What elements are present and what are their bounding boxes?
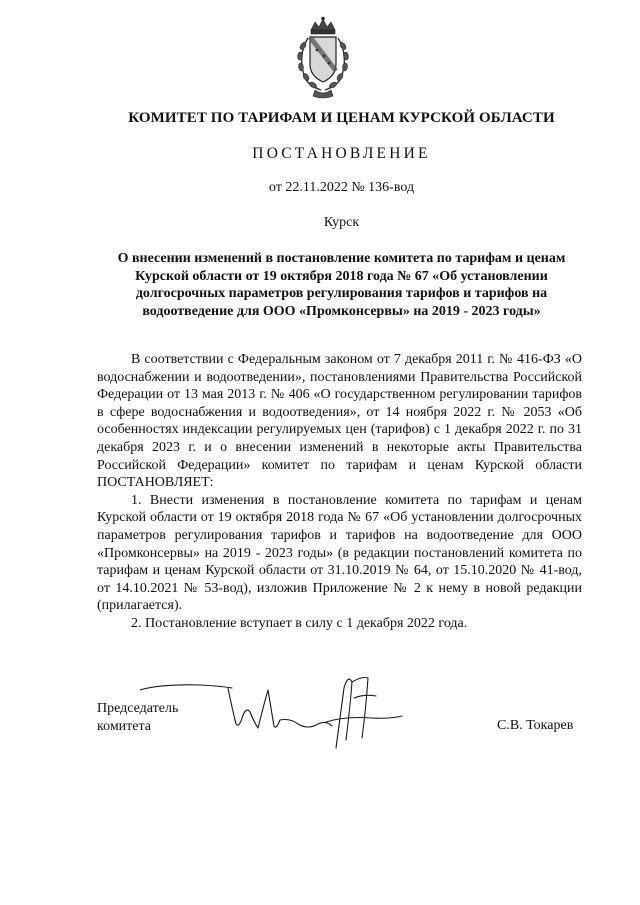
body-paragraph-item-1: 1. Внести изменения в постановление комитета по тарифам и ценам Курской области от 19 октября 2018 года № 67 «Об установлении долгосрочных параметров регулирования тарифов и тарифов на водоотведение для ООО «Промконсервы» на 2019 - 2023 годы» (в редакции постановлений комитета по тарифам и ценам Курской области от 31.10.2019 № 64, от 15.10.2020 № 41-вод, от 14.10.2021 № 53-вод), изложив Приложение № 2 к нему в новой редакции (прилагается). — [97, 492, 582, 614]
document-date-number: от 22.11.2022 № 136-вод — [268, 180, 415, 195]
signatory-title-line-2: комитета — [97, 718, 152, 734]
body-paragraph-item-2: 2. Постановление вступает в силу с 1 декабря 2022 года. — [131, 615, 468, 631]
document-city: Курск — [323, 215, 360, 230]
handwritten-signature — [140, 668, 420, 750]
document-subject: О внесении изменений в постановление комитета по тарифам и ценам Курской области от 19 октября 2018 года № 67 «Об установлении долгосрочных параметров регулирования тарифов и тарифов на водоотведение для ООО «Промконсервы» на 2019 - 2023 годы» — [117, 251, 566, 319]
document-body — [97, 351, 582, 633]
coat-of-arms-emblem — [291, 16, 355, 100]
document-type: ПОСТАНОВЛЕНИЕ — [252, 145, 431, 162]
signatory-title-line-1: Председатель — [97, 701, 179, 716]
committee-name: КОМИТЕТ ПО ТАРИФАМ И ЦЕНАМ КУРСКОЙ ОБЛАСТИ — [128, 110, 555, 126]
crown-icon — [311, 17, 335, 34]
signatory-name: С.В. Токарев — [497, 718, 574, 733]
body-paragraph-preamble: В соответствии с Федеральным законом от 7 декабря 2011 г. № 416-ФЗ «О водоснабжении и водоотведении», постановлениями Правительства Российской Федерации от 13 мая 2013 г. № 406 «О государственном регулировании тарифов в сфере водоснабжения и водоотведения», от 14 ноября 2022 г. № 2053 «Об особенностях индексации регулируемых цен (тарифов) с 1 декабря 2022 г. по 31 декабря 2023 г. и о внесении изменений в некоторые акты Правительства Российской Федерации» комитет по тарифам и ценам Курской области ПОСТАНОВЛЯЕТ: — [97, 352, 582, 491]
